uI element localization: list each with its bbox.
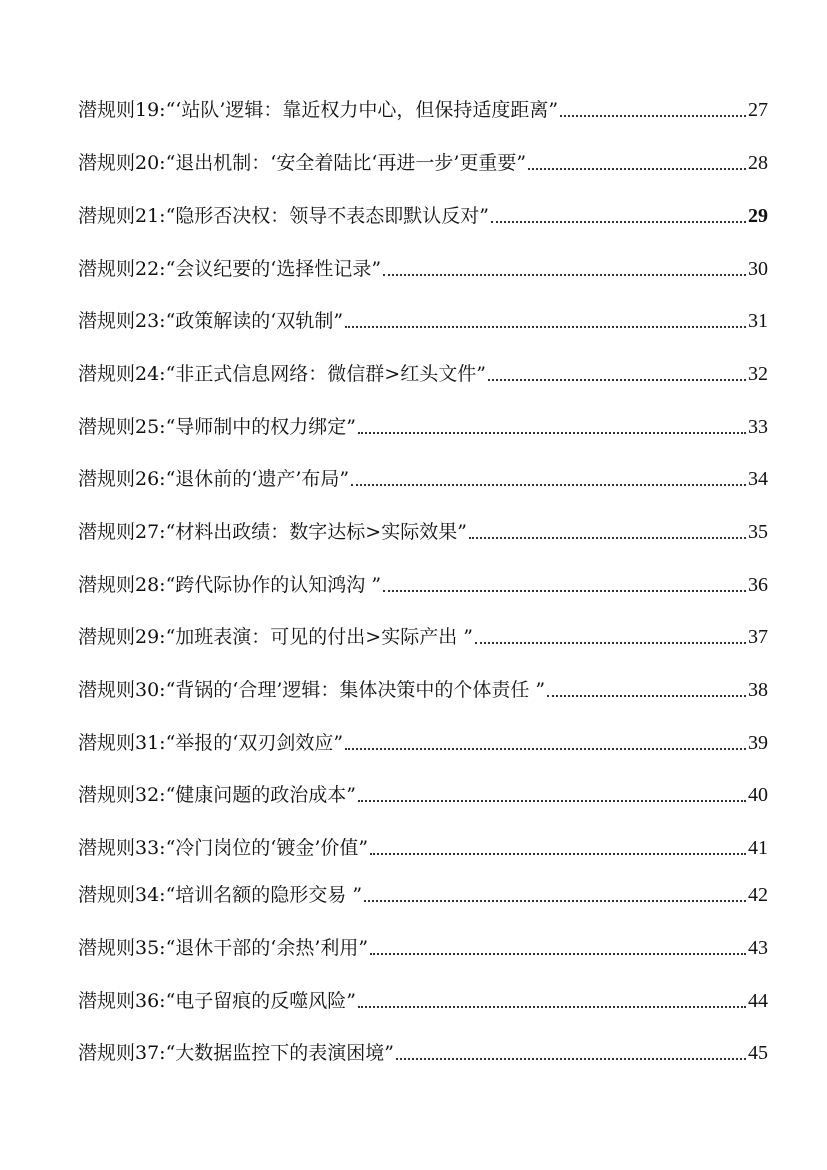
toc-entry[interactable] [78, 92, 768, 122]
dot-leader [396, 1058, 746, 1060]
dot-leader [364, 900, 746, 902]
toc-entry-title: 潜规则37:“大数据监控下的表演困境” [78, 1042, 395, 1064]
toc-entry-page-number: 45 [748, 1042, 768, 1064]
dot-leader [547, 695, 746, 697]
dot-leader [528, 168, 746, 170]
dot-leader [358, 432, 746, 434]
toc-entry-page-number: 29 [748, 205, 768, 227]
dot-leader [491, 221, 746, 223]
toc-entry-title: 潜规则22:“会议纪要的‘选择性记录” [78, 258, 382, 280]
toc-entry-page-number: 37 [748, 626, 768, 648]
dot-leader [383, 590, 746, 592]
dot-leader [345, 748, 746, 750]
toc-entry-page-number: 39 [748, 732, 768, 754]
toc-entry[interactable] [78, 198, 768, 228]
toc-entry[interactable] [78, 567, 768, 597]
toc-entry-page-number: 42 [748, 884, 768, 906]
toc-entry[interactable] [78, 409, 768, 439]
toc-entry-page-number: 33 [748, 416, 768, 438]
toc-entry-title: 潜规则34:“培训名额的隐形交易 ” [78, 884, 363, 906]
toc-entry-title: 潜规则19:“‘站队’逻辑：靠近权力中心，但保持适度距离” [78, 99, 559, 121]
toc-entry-title: 潜规则27:“材料出政绩：数字达标>实际效果” [78, 521, 467, 543]
toc-entry-title: 潜规则23:“政策解读的‘双轨制” [78, 310, 344, 332]
toc-entry[interactable] [78, 356, 768, 386]
toc-entry-title: 潜规则31:“举报的‘双刃剑效应” [78, 732, 344, 754]
toc-entry[interactable] [78, 983, 768, 1013]
toc-entry-page-number: 41 [748, 837, 768, 859]
toc-entry-title: 潜规则36:“电子留痕的反噬风险” [78, 990, 357, 1012]
dot-leader [469, 537, 746, 539]
toc-entry-page-number: 32 [748, 363, 768, 385]
toc-entry-page-number: 28 [748, 152, 768, 174]
toc-entry[interactable] [78, 725, 768, 755]
toc-entry-title: 潜规则21:“隐形否决权：领导不表态即默认反对” [78, 205, 490, 227]
toc-entry-page-number: 31 [748, 310, 768, 332]
toc-entry-page-number: 36 [748, 574, 768, 596]
dot-leader [345, 326, 746, 328]
dot-leader [370, 853, 746, 855]
toc-entry-page-number: 30 [748, 258, 768, 280]
toc-entry-title: 潜规则32:“健康问题的政治成本” [78, 784, 357, 806]
toc-entry-title: 潜规则20:“退出机制：‘安全着陆比‘再进一步’更重要” [78, 152, 527, 174]
toc-entry[interactable] [78, 619, 768, 649]
toc-entry-page-number: 34 [748, 468, 768, 490]
toc-entry[interactable] [78, 877, 768, 907]
toc-entry[interactable] [78, 1035, 768, 1065]
toc-entry[interactable] [78, 514, 768, 544]
toc-entry-title: 潜规则33:“冷门岗位的‘镀金’价值” [78, 837, 369, 859]
dot-leader [358, 800, 746, 802]
dot-leader [370, 953, 746, 955]
toc-entry-page-number: 27 [748, 99, 768, 121]
dot-leader [488, 379, 746, 381]
dot-leader [351, 484, 746, 486]
toc-entry-page-number: 38 [748, 679, 768, 701]
toc-entry[interactable] [78, 461, 768, 491]
toc-entry-title: 潜规则35:“退休干部的‘余热’利用” [78, 937, 369, 959]
dot-leader [383, 274, 746, 276]
toc-entry[interactable] [78, 303, 768, 333]
toc-entry[interactable] [78, 830, 768, 860]
toc-entry-page-number: 40 [748, 784, 768, 806]
toc-entry-page-number: 43 [748, 937, 768, 959]
toc-entry[interactable] [78, 930, 768, 960]
toc-entry-page-number: 35 [748, 521, 768, 543]
toc-entry-title: 潜规则28:“跨代际协作的认知鸿沟 ” [78, 574, 382, 596]
toc-entry-page-number: 44 [748, 990, 768, 1012]
toc-entry-title: 潜规则24:“非正式信息网络：微信群>红头文件” [78, 363, 486, 385]
toc-entry[interactable] [78, 251, 768, 281]
toc-entry[interactable] [78, 777, 768, 807]
toc-entry-title: 潜规则30:“背锅的‘合理’逻辑：集体决策中的个体责任 ” [78, 679, 546, 701]
dot-leader [358, 1006, 746, 1008]
toc-entry[interactable] [78, 672, 768, 702]
dot-leader [475, 642, 746, 644]
toc-entry-title: 潜规则26:“退休前的‘遗产’布局” [78, 468, 350, 490]
toc-entry-title: 潜规则29:“加班表演：可见的付出>实际产出 ” [78, 626, 473, 648]
dot-leader [560, 115, 746, 117]
toc-entry-title: 潜规则25:“导师制中的权力绑定” [78, 416, 357, 438]
toc-entry[interactable] [78, 145, 768, 175]
